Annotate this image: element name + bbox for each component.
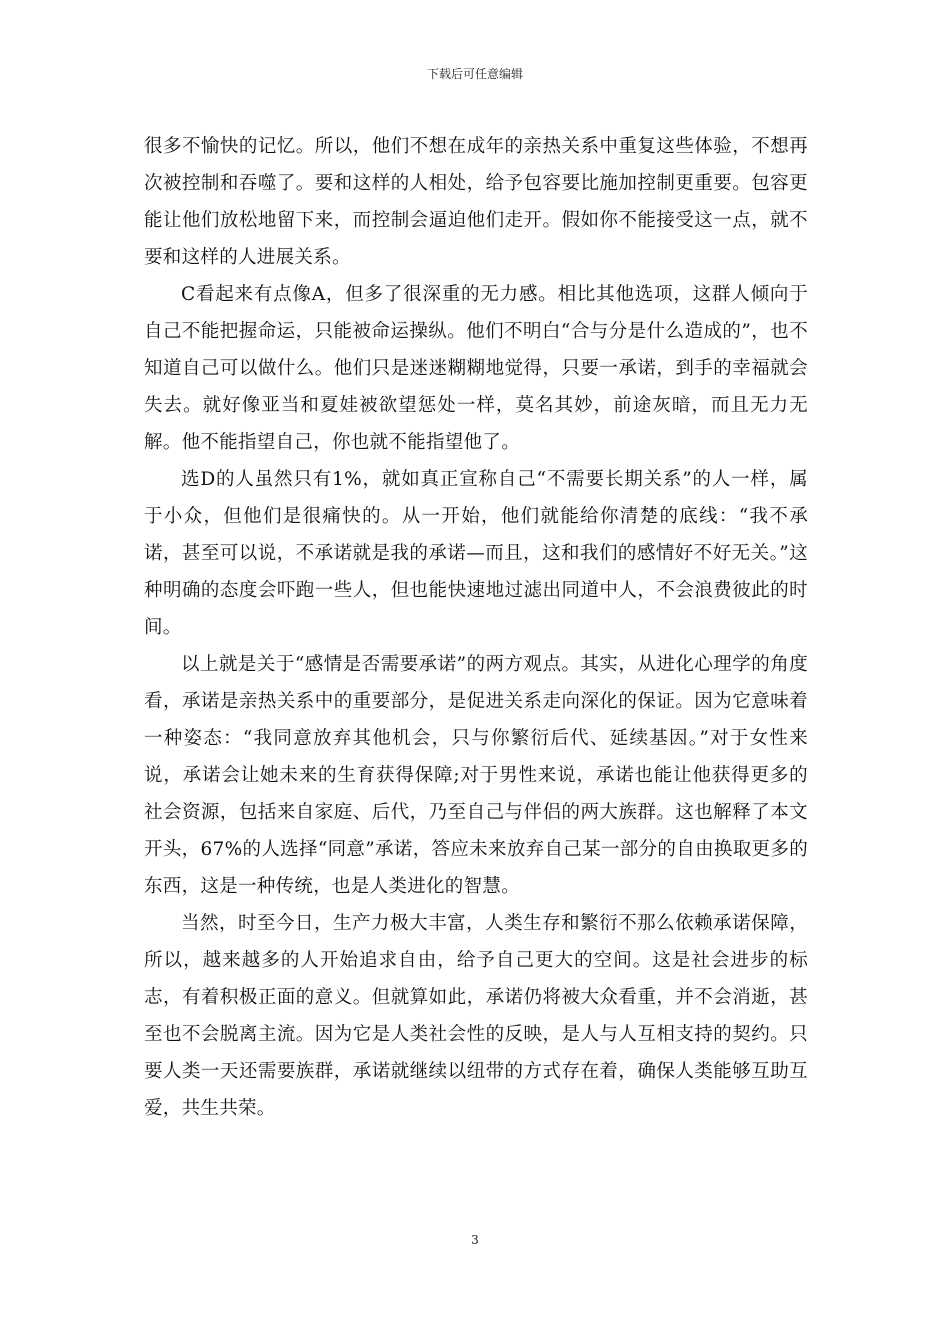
- paragraph-2: C看起来有点像A，但多了很深重的无力感。相比其他选项，这群人倾向于自己不能把握命运，只能被命运操纵。他们不明白“合与分是什么造成的”，也不知道自己可以做什么。他们只是迷迷糊糊地觉得，只要一承诺，到手的幸福就会失去。就好像亚当和夏娃被欲望惩处一样，莫名其妙，前途灰暗，而且无力无解。他不能指望自己，你也就不能指望他了。: [144, 284, 808, 453]
- paragraph-1: 很多不愉快的记忆。所以，他们不想在成年的亲热关系中重复这些体验，不想再次被控制和吞噬了。要和这样的人相处，给予包容要比施加控制更重要。包容更能让他们放松地留下来，而控制会逼迫他们走开。假如你不能接受这一点，就不要和这样的人进展关系。: [144, 136, 808, 268]
- paragraph-5: 当然，时至今日，生产力极大丰富，人类生存和繁衍不那么依赖承诺保障，所以，越来越多的人开始追求自由，给予自己更大的空间。这是社会进步的标志，有着积极正面的意义。但就算如此，承诺仍将被大众看重，并不会消逝，甚至也不会脱离主流。因为它是人类社会性的反映，是人与人互相支持的契约。只要人类一天还需要族群，承诺就继续以纽带的方式存在着，确保人类能够互助互爱，共生共荣。: [144, 913, 808, 1119]
- paragraph-4: 以上就是关于“感情是否需要承诺”的两方观点。其实，从进化心理学的角度看，承诺是亲热关系中的重要部分，是促进关系走向深化的保证。因为它意味着一种姿态：“我同意放弃其他机会，只与你繁衍后代、延续基因。”对于女性来说，承诺会让她未来的生育获得保障;对于男性来说，承诺也能让他获得更多的社会资源，包括来自家庭、后代，乃至自己与伴侣的两大族群。这也解释了本文开头，67%的人选择“同意”承诺，答应未来放弃自己某一部分的自由换取更多的东西，这是一种传统，也是人类进化的智慧。: [144, 654, 808, 897]
- page-header: 下载后可任意编辑: [426, 67, 523, 81]
- page-number: 3: [471, 1233, 479, 1247]
- document-body: [144, 128, 808, 1127]
- paragraph-3: 选D的人虽然只有1%，就如真正宣称自己“不需要长期关系”的人一样，属于小众，但他们是很痛快的。从一开始，他们就能给你清楚的底线：“我不承诺，甚至可以说，不承诺就是我的承诺—而且，这和我们的感情好不好无关。”这种明确的态度会吓跑一些人，但也能快速地过滤出同道中人，不会浪费彼此的时间。: [144, 469, 808, 638]
